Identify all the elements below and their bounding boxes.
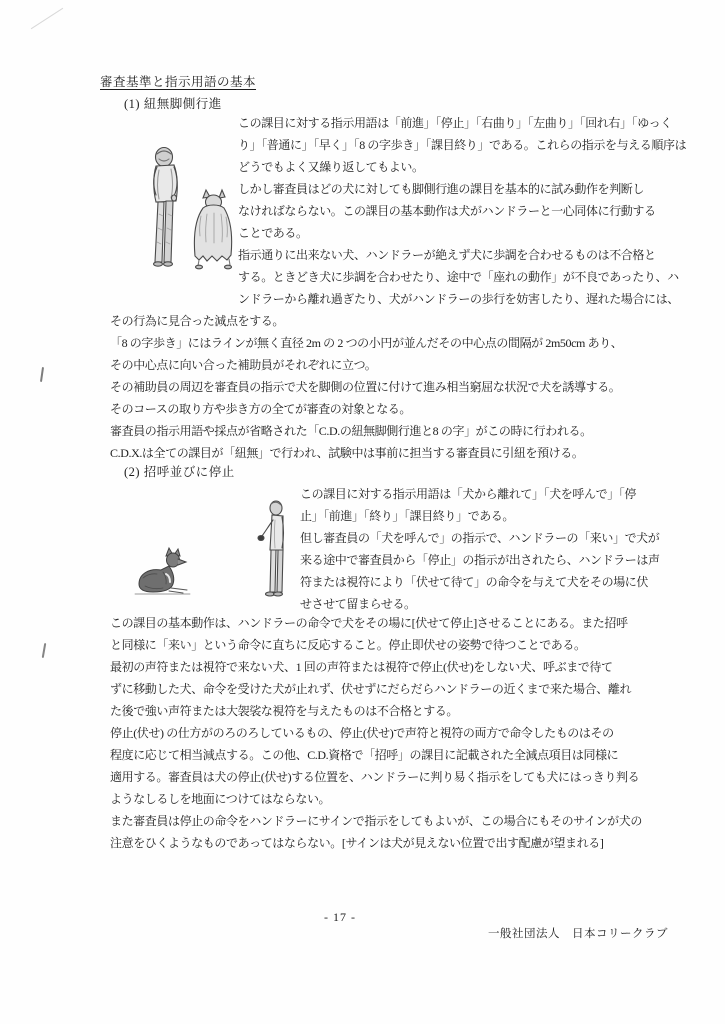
text-line: 但し審査員の「犬を呼んで」の指示で、ハンドラーの「来い」で犬が — [300, 531, 660, 545]
text-line: ずに移動した犬、命令を受けた犬が止れず、伏せずにだらだらハンドラーの近くまで来た場合、離れ — [110, 682, 632, 696]
text-line: この課目の基本動作は、ハンドラーの命令で犬をその場に[伏せて停止]させることにある。また招呼 — [110, 616, 628, 630]
text-line: 審査員の指示用語や採点が省略された「C.D.の紐無脚側行進と8 の字」がこの時に行われる。 — [110, 424, 592, 438]
text-line: た後で強い声符または大袈裟な視符を与えたものは不合格とする。 — [110, 704, 459, 718]
document-title: 審査基準と指示用語の基本 — [100, 75, 257, 89]
text-line: 停止(伏せ) の仕方がのろのろしているもの、停止(伏せ)で声符と視符の両方で命令したものはその — [110, 726, 614, 740]
text-line: なければならない。この課目の基本動作は犬がハンドラーと一心同体に行動する — [238, 204, 656, 218]
section-1-heading: (1) 紐無脚側行進 — [124, 97, 222, 111]
section-2-full-width-text — [110, 612, 662, 854]
section-2-heading: (2) 招呼並びに停止 — [124, 465, 235, 479]
text-line: ようなしるしを地面につけてはならない。 — [110, 792, 331, 806]
section-2-indented-text — [300, 483, 662, 615]
text-line: 注意をひくようなものであってはならない。[サインは犬が見えない位置で出す配慮が望まれる] — [110, 836, 604, 850]
text-line: 符または視符により「伏せて待て」の命令を与えて犬をその場に伏 — [300, 575, 649, 589]
text-line: せさせて留まらせる。 — [300, 597, 416, 611]
down-stay-dog-illustration — [133, 544, 195, 600]
text-line: 適用する。審査員は犬の停止(伏せ)する位置を、ハンドラーに判り易く指示をしても犬にはっきり判る — [110, 770, 640, 784]
text-line: 程度に応じて相当減点する。この他、C.D.資格で「招呼」の課目に記載された全減点項目は同様に — [110, 748, 619, 762]
text-line: 「8 の字歩き」にはラインが無く直径 2m の 2 つの小円が並んだその中心点の間隔が 2m50cm あり、 — [110, 336, 623, 350]
text-line: 指示通りに出来ない犬、ハンドラーが絶えず犬に歩調を合わせるものは不合格と — [238, 248, 656, 262]
text-line: どうでもよく又繰り返してもよい。 — [238, 160, 424, 174]
standing-handler-illustration — [256, 500, 302, 600]
text-line: C.D.X.は全ての課目が「紐無」で行われ、試験中は事前に担当する審査員に引紐を預ける。 — [110, 446, 584, 460]
heelwork-illustration — [133, 144, 251, 270]
section-1-full-width-text — [110, 310, 658, 464]
scan-scratch-mark — [42, 643, 47, 658]
scan-scratch-mark — [40, 367, 44, 382]
section-1-indented-text — [238, 112, 687, 310]
scan-fold-mark — [31, 8, 63, 30]
text-line: その中心点に向い合った補助員がそれぞれに立つ。 — [110, 358, 377, 372]
text-line: この課目に対する指示用語は「前進」「停止」「右曲り」「左曲り」「回れ右」「ゆっく — [238, 116, 672, 130]
text-line: り」「普通に」「早く」「8 の字歩き」「課目終り」である。これらの指示を与える順序は — [238, 138, 687, 152]
text-line: しかし審査員はどの犬に対しても脚側行進の課目を基本的に試み動作を判断し — [238, 182, 645, 196]
text-line: その行為に見合った減点をする。 — [110, 314, 285, 328]
page-number: - 17 - — [324, 910, 356, 924]
text-line: また審査員は停止の命令をハンドラーにサインで指示をしてもよいが、この場合にもそのサインが犬の — [110, 814, 642, 828]
text-line: その補助員の周辺を審査員の指示で犬を脚側の位置に付けて進み相当窮屈な状況で犬を誘導する。 — [110, 380, 621, 394]
publisher-name: 一般社団法人 日本コリークラブ — [488, 928, 668, 940]
text-line: そのコースの取り方や歩き方の全てが審査の対象となる。 — [110, 402, 412, 416]
text-line: 来る途中で審査員から「停止」の指示が出されたら、ハンドラーは声 — [300, 553, 660, 567]
text-line: 止」「前進」「終り」「課目終り」である。 — [300, 509, 515, 523]
text-line: ンドラーから離れ過ぎたり、犬がハンドラーの歩行を妨害したり、遅れた場合には、 — [238, 292, 679, 306]
text-line: と同様に「来い」という命令に直ちに反応すること。停止即伏せの姿勢で待つことである。 — [110, 638, 586, 652]
text-line: この課目に対する指示用語は「犬から離れて」「犬を呼んで」「停 — [300, 487, 637, 501]
text-line: する。ときどき犬に歩調を合わせたり、途中で「座れの動作」が不良であったり、ハ — [238, 270, 679, 284]
text-line: 最初の声符または視符で来ない犬、1 回の声符または視符で停止(伏せ)をしない犬、呼ぶまで待て — [110, 660, 613, 674]
text-line: ことである。 — [238, 226, 308, 240]
